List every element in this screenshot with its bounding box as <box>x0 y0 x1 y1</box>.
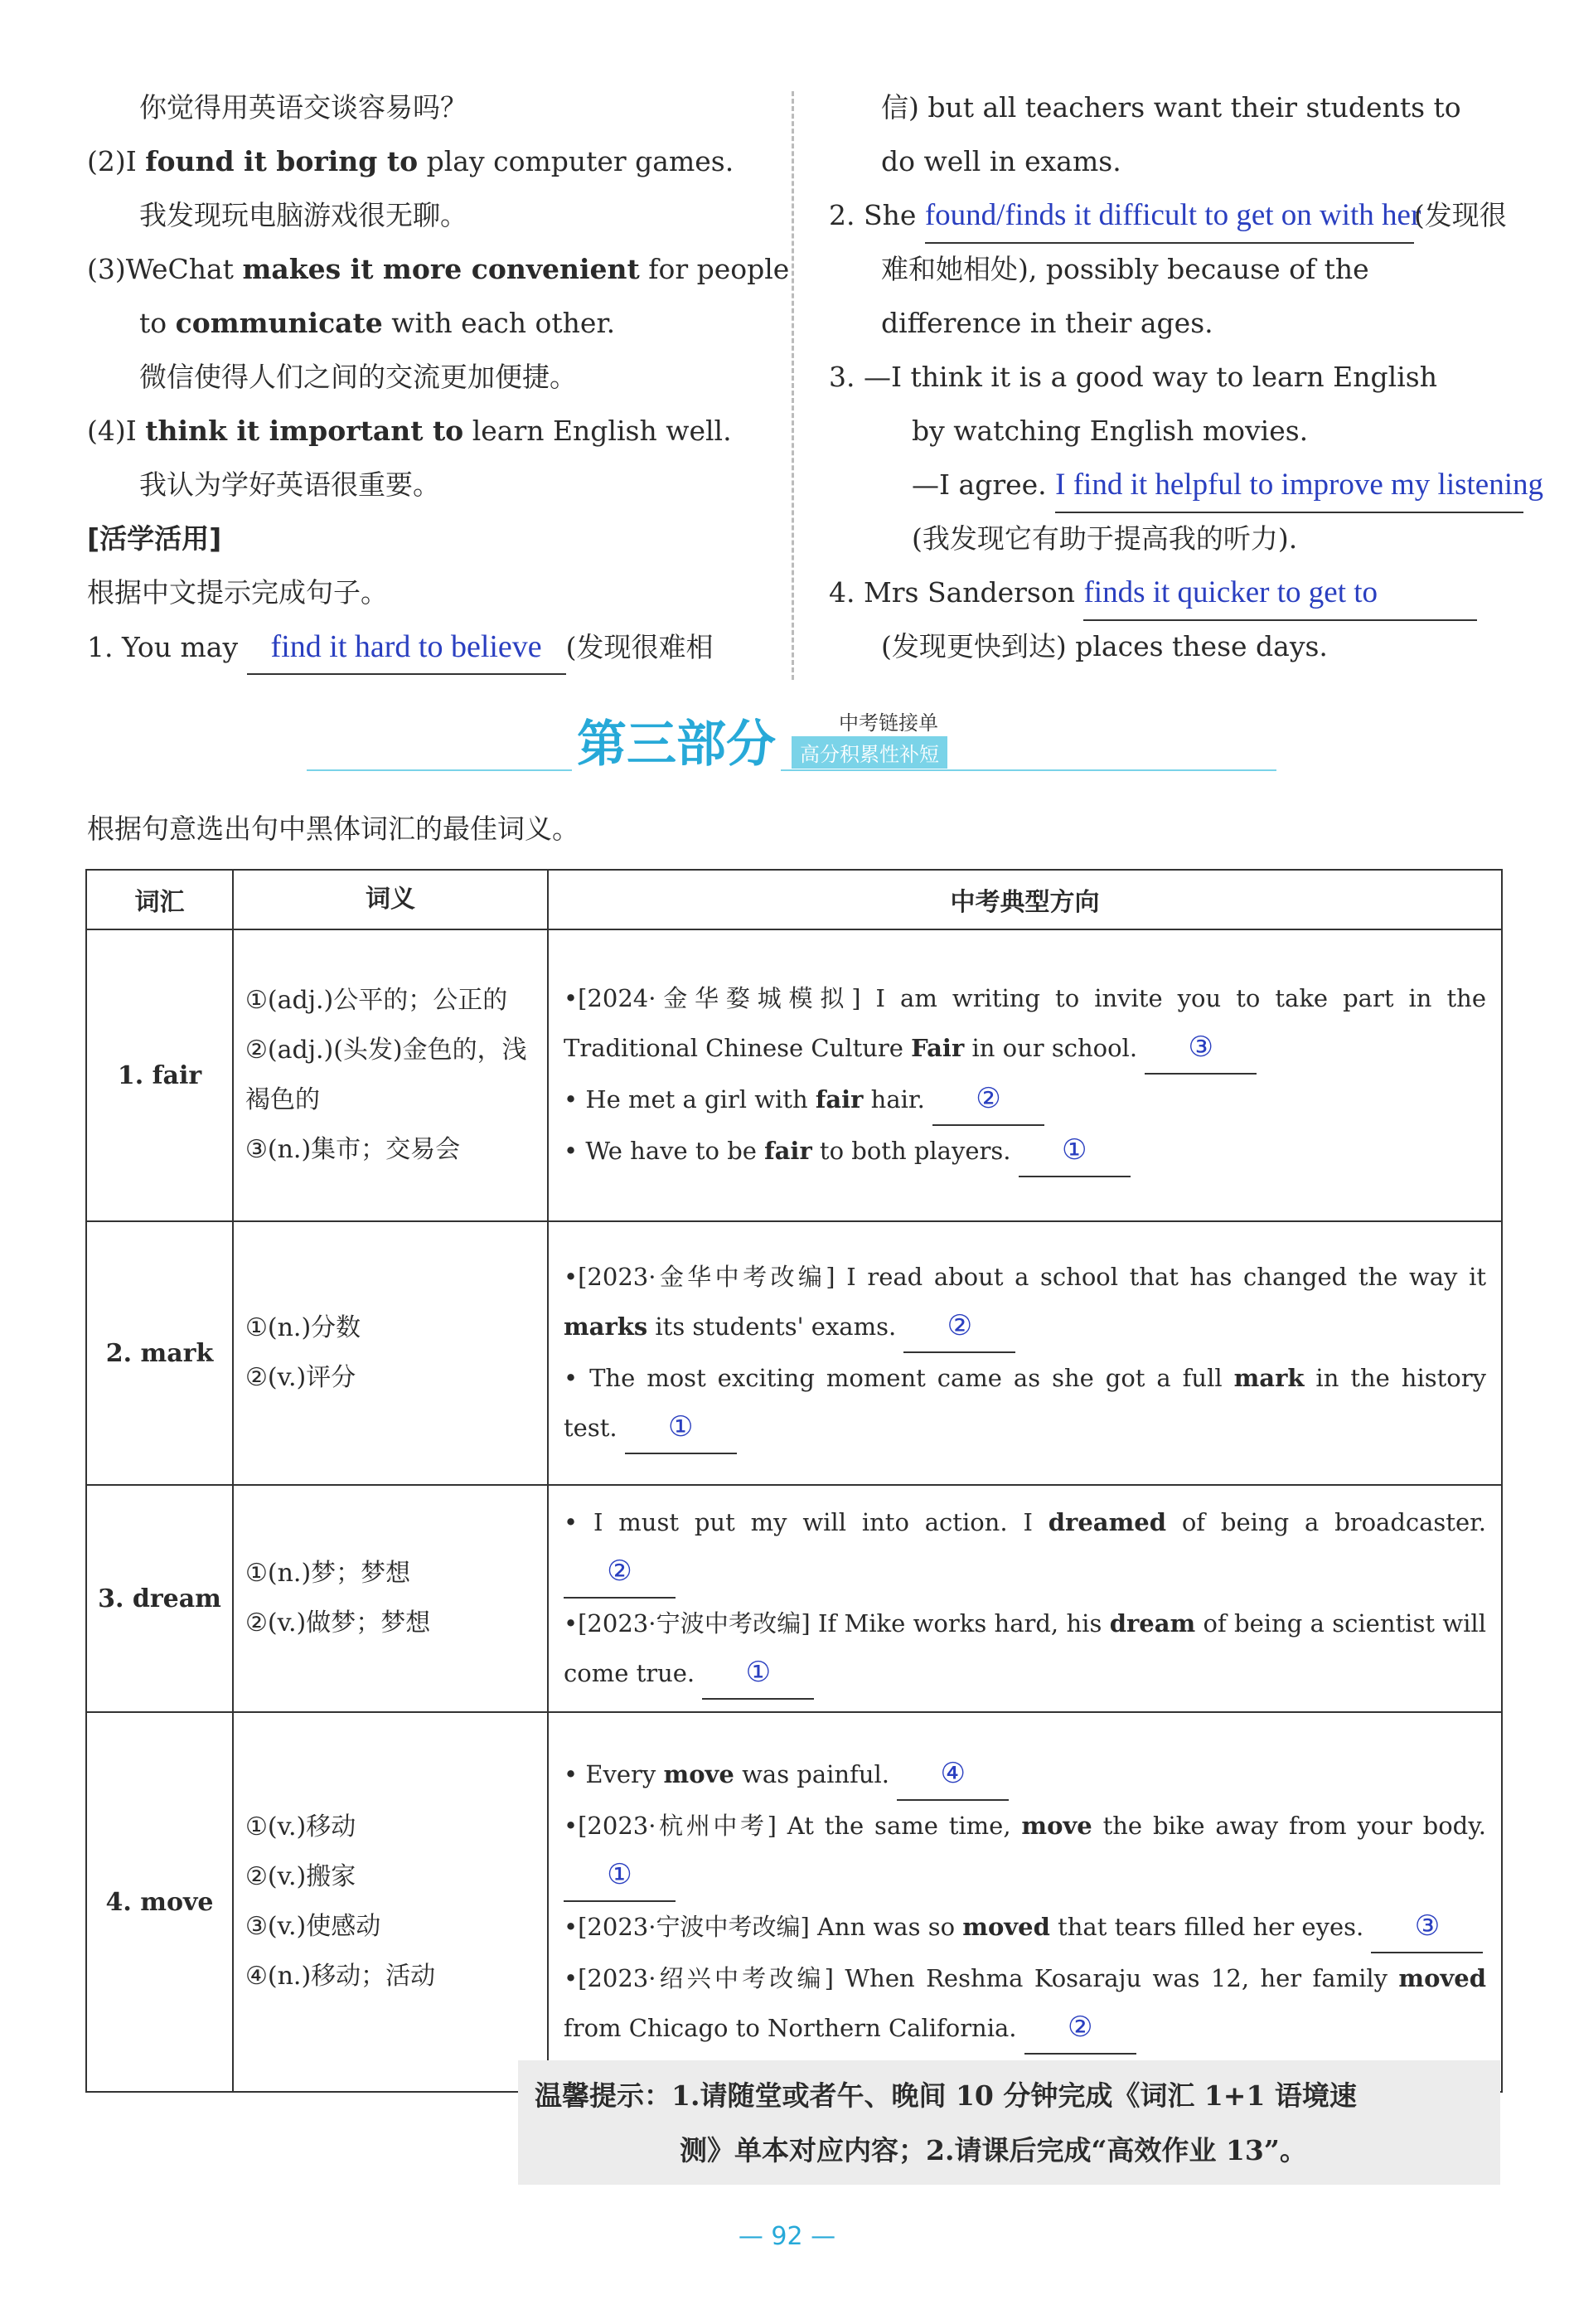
answer-blank: ③ <box>1145 1023 1257 1075</box>
left-instruction: 根据中文提示完成句子。 <box>87 576 388 609</box>
answer-blank: ④ <box>897 1749 1009 1801</box>
example-sentence: • The most exciting moment came as she got a full mark in the history test. ① <box>564 1353 1486 1454</box>
table-row <box>86 929 1502 1221</box>
question-4-l2: (发现更快到达) places these days. <box>881 630 1328 662</box>
meaning: ④(n.)移动；活动 <box>245 1962 436 1991</box>
example-sentence: • I must put my will into action. I dreamed of being a broadcaster. ② <box>564 1497 1486 1599</box>
banner-sub2: 高分积累性补短 <box>792 736 947 769</box>
vocabulary-table <box>85 869 1503 2093</box>
question-3-l2: by watching English movies. <box>912 415 1309 447</box>
word-cell: 2. mark <box>86 1221 233 1485</box>
example-sentence: •[2024·金华婺城模拟] I am writing to invite you to take part in the Traditional Chinese Culture Fair in our school. ③ <box>564 973 1486 1075</box>
left-line-1: 你觉得用英语交谈容易吗？ <box>139 91 467 124</box>
question-2-l2: 难和她相处), possibly because of the <box>881 253 1369 285</box>
table-row <box>86 1485 1502 1712</box>
meaning-cell <box>233 1485 548 1712</box>
meaning: ①(v.)移动 <box>245 1812 356 1841</box>
sentence-4-cn: 我认为学好英语很重要。 <box>139 468 440 501</box>
word-cell: 1. fair <box>86 929 233 1221</box>
sentence-2-cn: 我发现玩电脑游戏很无聊。 <box>139 199 467 231</box>
example-sentence: •[2023·绍兴中考改编] When Reshma Kosaraju was 12, her family moved from Chicago to Northern California. ② <box>564 1953 1486 2055</box>
tip-box <box>518 2060 1500 2185</box>
answer-blank-1: find it hard to believe <box>247 620 566 675</box>
tip-text-1: 1.请随堂或者午、晚间 10 分钟完成《词汇 1+1 语境速 <box>671 2079 1357 2112</box>
example-sentence: •[2023·金华中考改编] I read about a school that has changed the way it marks its students' exams. ② <box>564 1252 1486 1353</box>
examples-cell <box>548 929 1502 1221</box>
word-cell: 3. dream <box>86 1485 233 1712</box>
section-heading: [活学活用] <box>87 522 222 555</box>
example-sentence: •[2023·宁波中考改编] If Mike works hard, his dream of being a scientist will come true. ① <box>564 1599 1486 1700</box>
example-sentence: • He met a girl with fair hair. ② <box>564 1075 1486 1126</box>
header-examples: 中考典型方向 <box>548 870 1502 929</box>
header-meaning: 词义 <box>233 870 548 929</box>
table-row <box>86 1221 1502 1485</box>
meaning: ①(adj.)公平的；公正的 <box>245 986 508 1015</box>
part3-instruction: 根据句意选出句中黑体词汇的最佳词义。 <box>87 813 579 845</box>
example-sentence: •[2023·杭州中考] At the same time, move the bike away from your body. ① <box>564 1801 1486 1902</box>
meaning: ②(v.)做梦；梦想 <box>245 1608 431 1637</box>
question-3: 3. —I think it is a good way to learn English <box>829 361 1437 393</box>
examples-cell <box>548 1485 1502 1712</box>
answer-blank: ① <box>702 1648 814 1700</box>
question-3-l3: —I agree. I find it helpful to improve my listening <box>912 458 1523 513</box>
question-4: 4. Mrs Sanderson finds it quicker to get to <box>829 566 1477 621</box>
meaning: ②(adj.)(头发)金色的，浅褐色的 <box>245 1036 527 1114</box>
meaning: ③(v.)使感动 <box>245 1912 381 1941</box>
page-number: — 92 — <box>738 2222 836 2251</box>
meaning: ②(v.)评分 <box>245 1363 356 1392</box>
question-2: 2. She found/finds it difficult to get on with her(发现很 <box>829 189 1507 244</box>
column-divider <box>792 91 794 680</box>
word-cell: 4. move <box>86 1712 233 2092</box>
answer-blank: ③ <box>1371 1902 1483 1953</box>
tip-label: 温馨提示： <box>535 2079 671 2112</box>
sentence-4: (4)I think it important to learn English well. <box>87 415 732 447</box>
meaning-cell <box>233 1221 548 1485</box>
right-line-2: do well in exams. <box>881 145 1121 177</box>
meaning: ②(v.)搬家 <box>245 1862 356 1891</box>
sentence-3-l2: to communicate with each other. <box>139 307 616 339</box>
banner-line <box>307 769 1276 771</box>
answer-blank: ② <box>932 1075 1044 1126</box>
meaning: ③(n.)集市；交易会 <box>245 1135 461 1164</box>
meaning: ①(n.)分数 <box>245 1313 361 1342</box>
sentence-3: (3)WeChat makes it more convenient for people <box>87 253 790 285</box>
answer-blank: ① <box>1019 1126 1131 1177</box>
example-sentence: •[2023·宁波中考改编] Ann was so moved that tears filled her eyes. ③ <box>564 1902 1486 1953</box>
answer-blank: ① <box>625 1403 737 1454</box>
meaning: ①(n.)梦；梦想 <box>245 1559 411 1588</box>
examples-cell <box>548 1712 1502 2092</box>
sentence-2: (2)I found it boring to play computer games. <box>87 145 734 177</box>
right-line-1: 信) but all teachers want their students to <box>881 91 1461 124</box>
answer-blank: ② <box>564 1547 676 1599</box>
tip-text-2: 测》单本对应内容；2.请课后完成“高效作业 13”。 <box>680 2134 1307 2166</box>
banner-title: 第三部分 <box>572 705 781 776</box>
answer-blank: ① <box>564 1851 676 1902</box>
answer-blank: ② <box>903 1302 1015 1353</box>
answer-blank-2: found/finds it difficult to get on with her <box>925 189 1414 244</box>
example-sentence: • Every move was painful. ④ <box>564 1749 1486 1801</box>
meaning-cell <box>233 929 548 1221</box>
table-row <box>86 1712 1502 2092</box>
header-word: 词汇 <box>86 870 233 929</box>
question-3-l4: (我发现它有助于提高我的听力). <box>912 522 1298 555</box>
answer-blank: ② <box>1024 2003 1136 2055</box>
question-1: 1. You may find it hard to believe (发现很难相 <box>87 620 713 675</box>
meaning-cell <box>233 1712 548 2092</box>
examples-cell <box>548 1221 1502 1485</box>
table-header-row <box>86 870 1502 929</box>
answer-blank-3: I find it helpful to improve my listening <box>1055 458 1523 513</box>
example-sentence: • We have to be fair to both players. ① <box>564 1126 1486 1177</box>
question-2-l3: difference in their ages. <box>881 307 1213 339</box>
answer-blank-4: finds it quicker to get to <box>1083 566 1477 621</box>
banner-sub1: 中考链接单 <box>839 711 938 735</box>
sentence-3-cn: 微信使得人们之间的交流更加便捷。 <box>139 361 577 393</box>
